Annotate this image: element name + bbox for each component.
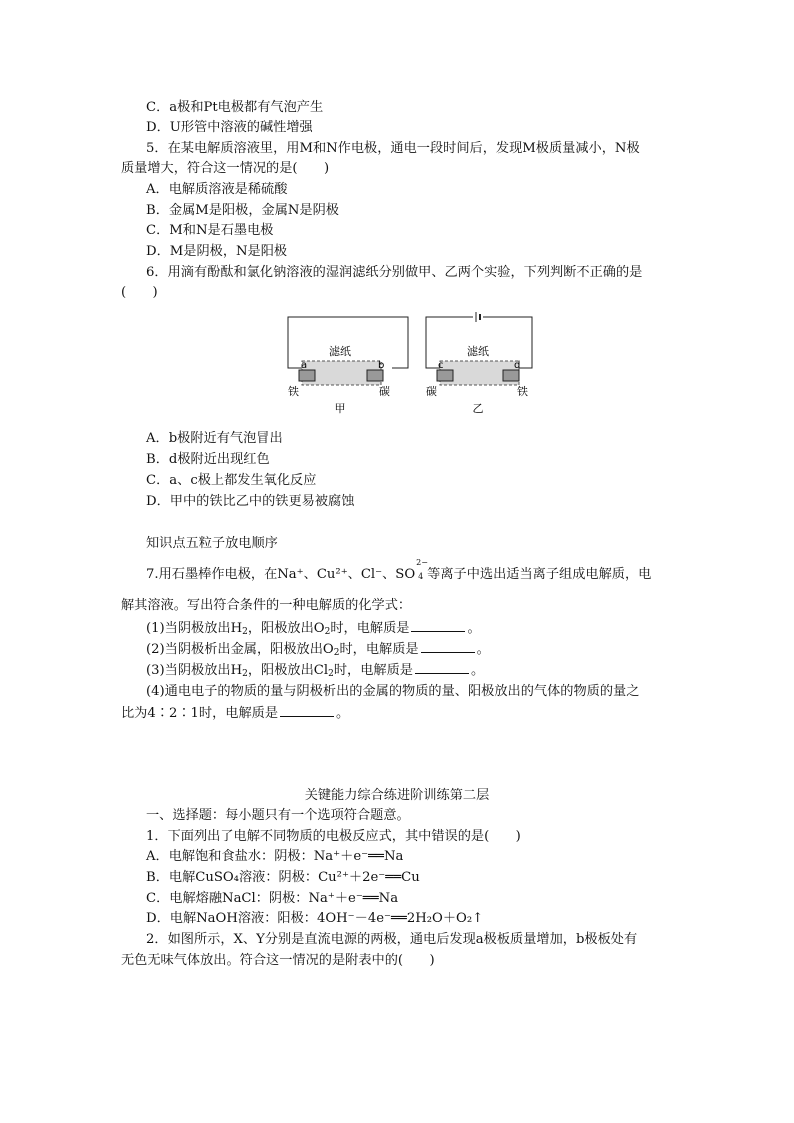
answer-blank-4[interactable] [280, 704, 334, 717]
q5-stem-line2: 质量增大，符合这一情况的是( ) [121, 161, 330, 176]
q5-option-c: C．M和N是石墨电极 [146, 223, 274, 238]
section-one-heading: 一、选择题：每小题只有一个选项符合题意。 [146, 808, 410, 823]
answer-blank-2[interactable] [421, 640, 475, 653]
p2-q2-stem-line1: 2．如图所示，X、Y分别是直流电源的两极，通电后发现a极板质量增加，b极板处有 [146, 932, 638, 947]
q7-sub1: (1)当阴极放出$H_2$，阳极放出$O_2$时，电解质是 。 [146, 621, 481, 637]
p2-q1-option-b: B．电解CuSO₄溶液：阴极：Cu²⁺＋2e⁻══Cu [146, 870, 420, 885]
p2-q1-stem: 1．下面列出了电解不同物质的电极反应式，其中错误的是( ) [146, 829, 521, 844]
label-a: a [301, 360, 308, 371]
q5-stem-line1: 5．在某电解质溶液里，用M和N作电极，通电一段时间后，发现M极质量减小，N极 [146, 141, 640, 156]
q7-sub3: (3)当阴极放出$H_2$，阳极放出$Cl_2$时，电解质是 。 [146, 663, 485, 679]
answer-blank-3[interactable] [415, 661, 469, 674]
q4-option-d: D．U形管中溶液的碱性增强 [146, 120, 313, 135]
label-d: d [514, 360, 521, 371]
electrode-c [437, 370, 453, 381]
p2-q1-option-a: A．电解饱和食盐水：阴极：Na⁺＋e⁻══Na [146, 849, 404, 864]
label-b: b [378, 360, 385, 371]
paper-label-yi: 滤纸 [467, 345, 489, 358]
experiment-jia [288, 317, 408, 415]
q6-stem-line2: ( ) [121, 285, 158, 300]
q6-option-b: B．d极附近出现红色 [146, 452, 270, 467]
label-c: c [438, 360, 444, 371]
q7-stem-line1: 7.用石墨棒作电极，在Na⁺、Cu²⁺、Cl⁻、SO 2− 4 等离子中选出适当离子组成电解质，电 [146, 566, 651, 584]
sulfate-subscript: 4 [418, 572, 424, 581]
p2-q1-option-c: C．电解熔融NaCl：阴极：Na⁺＋e⁻══Na [146, 891, 399, 906]
q6-option-a: A．b极附近有气泡冒出 [146, 431, 283, 446]
q6-option-c: C．a、c极上都发生氧化反应 [146, 473, 317, 488]
p2-q2-stem-line2: 无色无味气体放出。符合这一情况的是附表中的( ) [121, 953, 435, 968]
q5-option-d: D．M是阴极，N是阳极 [146, 244, 288, 259]
q7-sub4-line1: (4)通电电子的物质的量与阴极析出的金属的物质的量、阳极放出的气体的物质的量之 [146, 684, 640, 699]
material-right-yi: 铁 [517, 385, 528, 398]
caption-yi: 乙 [472, 402, 484, 415]
part2-title: 关键能力综合练进阶训练第二层 [304, 788, 490, 803]
p2-q1-option-d: D．电解NaOH溶液：阳极：4OH⁻－4e⁻══2H₂O＋O₂↑ [146, 911, 484, 926]
caption-jia: 甲 [334, 402, 346, 415]
paper-label-jia: 滤纸 [329, 345, 351, 358]
q7-sub2: (2)当阴极析出金属，阳极放出$O_2$时，电解质是 。 [146, 642, 490, 658]
section-heading: 知识点五粒子放电顺序 [146, 536, 278, 551]
q7-stem-line2: 解其溶液。写出符合条件的一种电解质的化学式： [121, 598, 412, 613]
experiment-yi [426, 312, 532, 415]
q7-sub4-line2: 比为4∶2∶1时，电解质是 。 [121, 706, 350, 721]
electrode-b [367, 370, 383, 381]
q5-option-b: B．金属M是阳极，金属N是阴极 [146, 203, 339, 218]
material-right-jia: 碳 [379, 385, 390, 398]
q4-option-c: C．a极和Pt电极都有气泡产生 [146, 100, 324, 115]
sulfate-charge: 2− [416, 558, 428, 567]
battery-icon [476, 312, 480, 322]
material-left-jia: 铁 [288, 385, 299, 398]
electrolysis-figure [280, 310, 540, 420]
q6-option-d: D．甲中的铁比乙中的铁更易被腐蚀 [146, 494, 355, 509]
electrode-d [503, 370, 519, 381]
answer-blank-1[interactable] [411, 619, 465, 632]
electrode-a [299, 370, 315, 381]
q6-stem-line1: 6．用滴有酚酞和氯化钠溶液的湿润滤纸分别做甲、乙两个实验，下列判断不正确的是 [146, 265, 643, 280]
q5-option-a: A．电解质溶液是稀硫酸 [146, 182, 288, 197]
material-left-yi: 碳 [426, 385, 437, 398]
